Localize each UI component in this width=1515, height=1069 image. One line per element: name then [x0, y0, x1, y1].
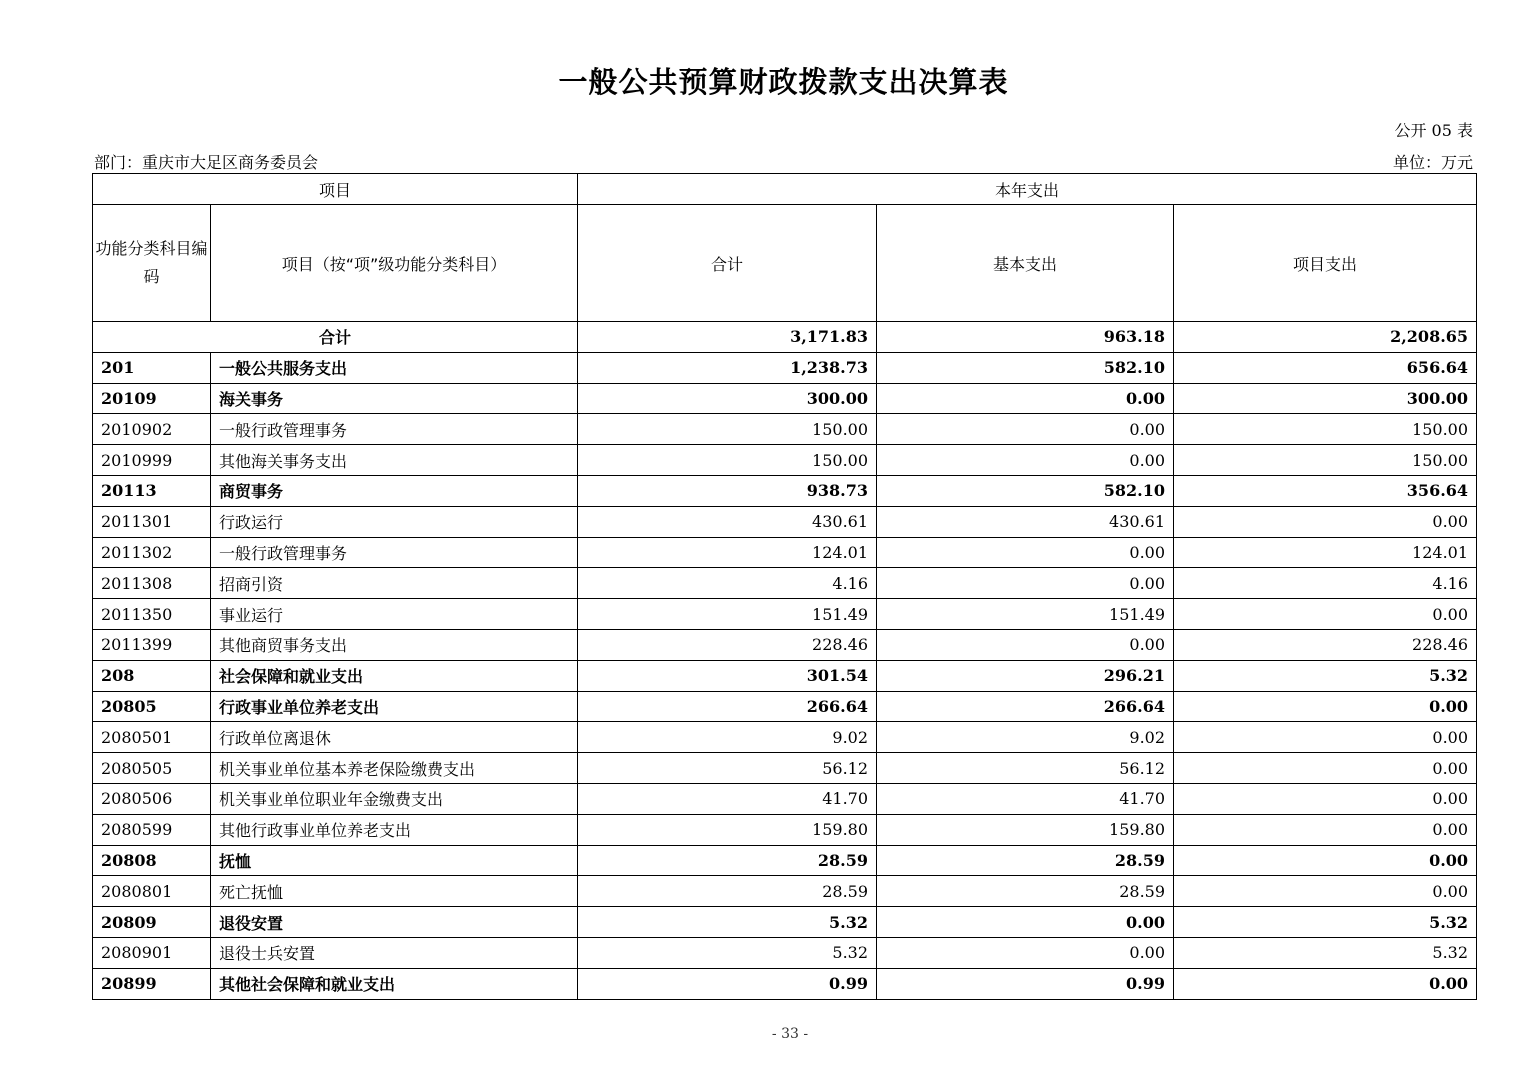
- name-cell: 事业运行: [211, 599, 578, 630]
- total-cell: 9.02: [578, 722, 877, 753]
- basic-cell: 430.61: [877, 506, 1174, 537]
- basic-cell: 0.99: [877, 968, 1174, 999]
- unit-label: 单位：万元: [1392, 153, 1473, 172]
- total-cell: 938.73: [578, 475, 877, 506]
- name-cell: 其他海关事务支出: [211, 445, 578, 476]
- name-cell: 海关事务: [211, 383, 578, 414]
- total-row: [93, 322, 1477, 353]
- basic-cell: 0.00: [877, 568, 1174, 599]
- basic-cell: 9.02: [877, 722, 1174, 753]
- project-cell: 0.00: [1174, 691, 1477, 722]
- name-cell: 行政运行: [211, 506, 578, 537]
- total-cell: 0.99: [578, 968, 877, 999]
- table-row: [93, 845, 1477, 876]
- code-cell: 2011302: [93, 537, 211, 568]
- code-cell: 2080501: [93, 722, 211, 753]
- name-cell: 一般公共服务支出: [211, 352, 578, 383]
- total-cell: 300.00: [578, 383, 877, 414]
- header-basic: 基本支出: [877, 205, 1174, 322]
- code-cell: 20808: [93, 845, 211, 876]
- code-cell: 20113: [93, 475, 211, 506]
- name-cell: 机关事业单位基本养老保险缴费支出: [211, 753, 578, 784]
- total-cell: 124.01: [578, 537, 877, 568]
- basic-cell: 28.59: [877, 876, 1174, 907]
- name-cell: 死亡抚恤: [211, 876, 578, 907]
- total-cell: 1,238.73: [578, 352, 877, 383]
- total-cell: 5.32: [578, 937, 877, 968]
- table-row: [93, 691, 1477, 722]
- name-cell: 抚恤: [211, 845, 578, 876]
- code-cell: 2011350: [93, 599, 211, 630]
- table-row: [93, 968, 1477, 999]
- project-cell: 4.16: [1174, 568, 1477, 599]
- table-row: [93, 937, 1477, 968]
- project-cell: 0.00: [1174, 814, 1477, 845]
- total-project: 2,208.65: [1174, 322, 1477, 353]
- header-project: 项目: [93, 174, 578, 205]
- basic-cell: 0.00: [877, 629, 1174, 660]
- project-cell: 0.00: [1174, 506, 1477, 537]
- total-cell: 228.46: [578, 629, 877, 660]
- project-cell: 5.32: [1174, 660, 1477, 691]
- header-code: 功能分类科目编码: [93, 205, 211, 322]
- project-cell: 0.00: [1174, 722, 1477, 753]
- basic-cell: 0.00: [877, 445, 1174, 476]
- total-cell: 56.12: [578, 753, 877, 784]
- name-cell: 退役安置: [211, 907, 578, 938]
- basic-cell: 0.00: [877, 937, 1174, 968]
- total-basic: 963.18: [877, 322, 1174, 353]
- project-cell: 0.00: [1174, 753, 1477, 784]
- total-label: 合计: [93, 322, 578, 353]
- code-cell: 2010999: [93, 445, 211, 476]
- basic-cell: 28.59: [877, 845, 1174, 876]
- total-cell: 430.61: [578, 506, 877, 537]
- basic-cell: 0.00: [877, 414, 1174, 445]
- total-cell: 266.64: [578, 691, 877, 722]
- form-number: 公开 05 表: [1394, 121, 1473, 140]
- header-current-year: 本年支出: [578, 174, 1477, 205]
- header-project-expenditure: 项目支出: [1174, 205, 1477, 322]
- basic-cell: 56.12: [877, 753, 1174, 784]
- code-cell: 2080901: [93, 937, 211, 968]
- project-cell: 0.00: [1174, 968, 1477, 999]
- total-cell: 150.00: [578, 414, 877, 445]
- table-row: [93, 876, 1477, 907]
- page-number: - 33 -: [771, 1026, 809, 1042]
- basic-cell: 296.21: [877, 660, 1174, 691]
- project-cell: 0.00: [1174, 783, 1477, 814]
- table-row: [93, 568, 1477, 599]
- table-row: [93, 537, 1477, 568]
- table-row: [93, 383, 1477, 414]
- basic-cell: 41.70: [877, 783, 1174, 814]
- basic-cell: 151.49: [877, 599, 1174, 630]
- header-total: 合计: [578, 205, 877, 322]
- name-cell: 其他商贸事务支出: [211, 629, 578, 660]
- project-cell: 228.46: [1174, 629, 1477, 660]
- table-row: [93, 907, 1477, 938]
- code-cell: 208: [93, 660, 211, 691]
- total-cell: 151.49: [578, 599, 877, 630]
- project-cell: 0.00: [1174, 599, 1477, 630]
- name-cell: 行政单位离退休: [211, 722, 578, 753]
- table-row: [93, 722, 1477, 753]
- page-title: 一般公共预算财政拨款支出决算表: [558, 65, 1009, 99]
- code-cell: 2011399: [93, 629, 211, 660]
- table-row: [93, 814, 1477, 845]
- code-cell: 2080505: [93, 753, 211, 784]
- department-label: 部门：重庆市大足区商务委员会: [94, 153, 319, 172]
- table-row: [93, 783, 1477, 814]
- table-row: [93, 660, 1477, 691]
- total-cell: 301.54: [578, 660, 877, 691]
- basic-cell: 0.00: [877, 537, 1174, 568]
- name-cell: 退役士兵安置: [211, 937, 578, 968]
- total-cell: 4.16: [578, 568, 877, 599]
- code-cell: 20109: [93, 383, 211, 414]
- total-cell: 41.70: [578, 783, 877, 814]
- total-cell: 28.59: [578, 876, 877, 907]
- basic-cell: 582.10: [877, 475, 1174, 506]
- name-cell: 商贸事务: [211, 475, 578, 506]
- total-cell: 150.00: [578, 445, 877, 476]
- project-cell: 124.01: [1174, 537, 1477, 568]
- code-cell: 201: [93, 352, 211, 383]
- basic-cell: 159.80: [877, 814, 1174, 845]
- code-cell: 2011308: [93, 568, 211, 599]
- project-cell: 0.00: [1174, 876, 1477, 907]
- expenditure-table: [92, 173, 1477, 1000]
- name-cell: 其他行政事业单位养老支出: [211, 814, 578, 845]
- total-cell: 159.80: [578, 814, 877, 845]
- code-cell: 20899: [93, 968, 211, 999]
- table-row: [93, 629, 1477, 660]
- basic-cell: 0.00: [877, 907, 1174, 938]
- name-cell: 行政事业单位养老支出: [211, 691, 578, 722]
- table-row: [93, 475, 1477, 506]
- project-cell: 300.00: [1174, 383, 1477, 414]
- table-row: [93, 506, 1477, 537]
- code-cell: 2080599: [93, 814, 211, 845]
- total-amount: 3,171.83: [578, 322, 877, 353]
- code-cell: 20805: [93, 691, 211, 722]
- project-cell: 656.64: [1174, 352, 1477, 383]
- table-row: [93, 753, 1477, 784]
- name-cell: 其他社会保障和就业支出: [211, 968, 578, 999]
- table-row: [93, 414, 1477, 445]
- basic-cell: 266.64: [877, 691, 1174, 722]
- project-cell: 150.00: [1174, 414, 1477, 445]
- table-row: [93, 445, 1477, 476]
- name-cell: 一般行政管理事务: [211, 414, 578, 445]
- basic-cell: 0.00: [877, 383, 1174, 414]
- name-cell: 招商引资: [211, 568, 578, 599]
- code-cell: 2080506: [93, 783, 211, 814]
- name-cell: 一般行政管理事务: [211, 537, 578, 568]
- project-cell: 0.00: [1174, 845, 1477, 876]
- code-cell: 2010902: [93, 414, 211, 445]
- project-cell: 150.00: [1174, 445, 1477, 476]
- project-cell: 5.32: [1174, 907, 1477, 938]
- code-cell: 20809: [93, 907, 211, 938]
- total-cell: 5.32: [578, 907, 877, 938]
- code-cell: 2080801: [93, 876, 211, 907]
- code-cell: 2011301: [93, 506, 211, 537]
- project-cell: 5.32: [1174, 937, 1477, 968]
- name-cell: 社会保障和就业支出: [211, 660, 578, 691]
- table-row: [93, 352, 1477, 383]
- name-cell: 机关事业单位职业年金缴费支出: [211, 783, 578, 814]
- table-row: [93, 599, 1477, 630]
- header-name: 项目（按“项”级功能分类科目）: [211, 205, 578, 322]
- basic-cell: 582.10: [877, 352, 1174, 383]
- total-cell: 28.59: [578, 845, 877, 876]
- project-cell: 356.64: [1174, 475, 1477, 506]
